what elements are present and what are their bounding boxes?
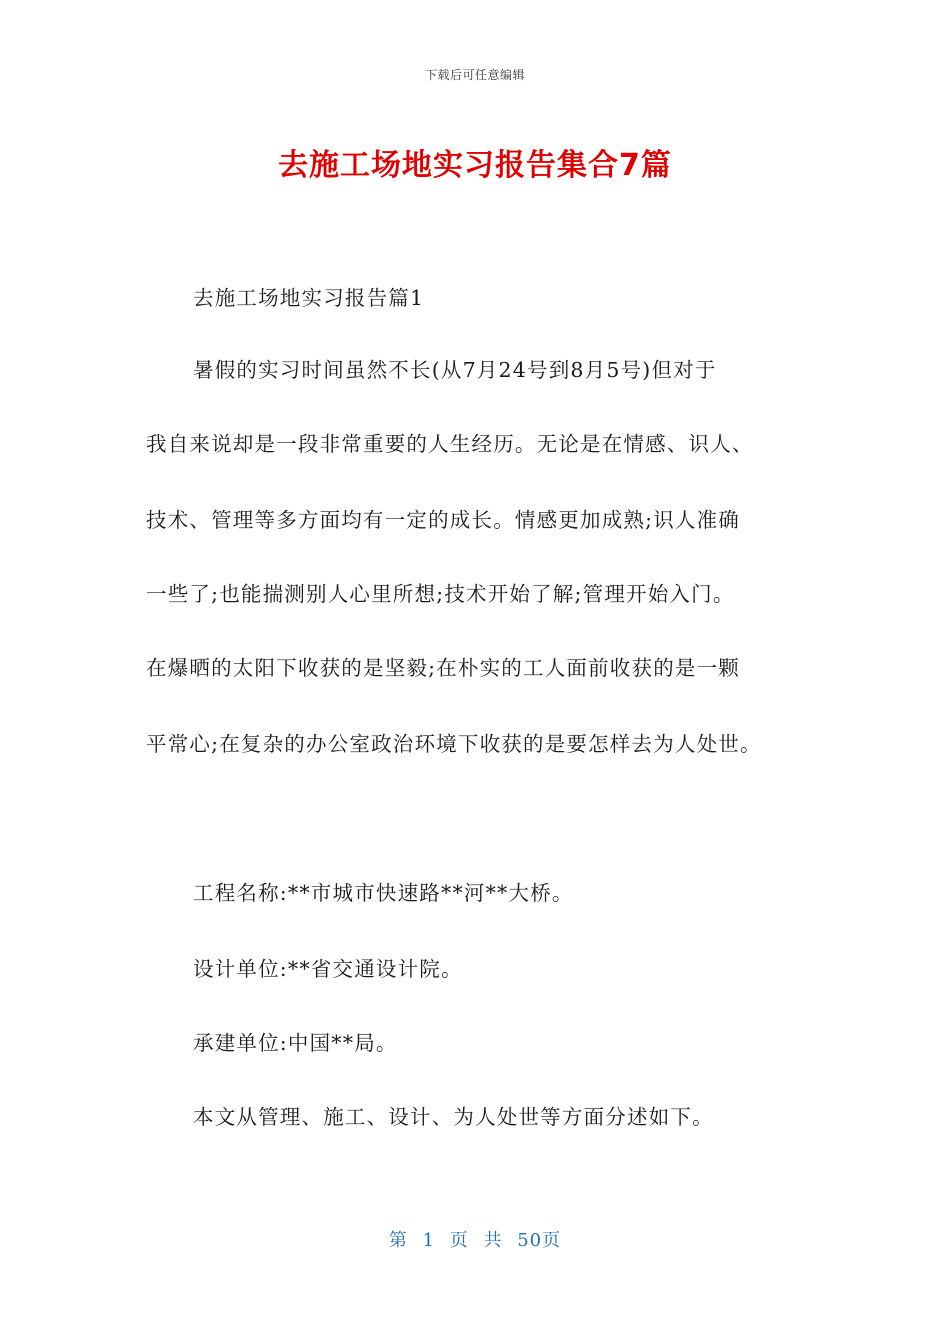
section-heading: 去施工场地实习报告篇1	[193, 286, 425, 310]
footer-total-pages: 50页	[517, 1230, 562, 1251]
header-note: 下载后可任意编辑	[424, 68, 525, 82]
document-title: 去施工场地实习报告集合7篇	[278, 148, 672, 183]
paragraph-line: 在爆晒的太阳下收获的是坚毅;在朴实的工人面前收获的是一颗	[146, 656, 741, 680]
paragraph-line: 一些了;也能揣测别人心里所想;技术开始了解;管理开始入门。	[146, 582, 735, 606]
footer-current-page: 1	[422, 1230, 436, 1251]
footer-total-word: 共	[483, 1230, 503, 1251]
footer-page-word: 页	[449, 1230, 469, 1251]
summary-line: 本文从管理、施工、设计、为人处世等方面分述如下。	[193, 1105, 714, 1129]
paragraph-line: 技术、管理等多方面均有一定的成长。情感更加成熟;识人准确	[146, 508, 741, 532]
design-unit: 设计单位:**省交通设计院。	[193, 957, 463, 981]
paragraph-line: 平常心;在复杂的办公室政治环境下收获的是要怎样去为人处世。	[146, 732, 762, 756]
paragraph-line: 暑假的实习时间虽然不长(从7月24号到8月5号)但对于	[193, 358, 717, 382]
construction-unit: 承建单位:中国**局。	[193, 1031, 398, 1055]
footer-prefix: 第	[388, 1230, 408, 1251]
page-footer	[0, 1226, 950, 1252]
project-name: 工程名称:**市城市快速路**河**大桥。	[193, 881, 574, 905]
paragraph-line: 我自来说却是一段非常重要的人生经历。无论是在情感、识人、	[146, 432, 754, 456]
